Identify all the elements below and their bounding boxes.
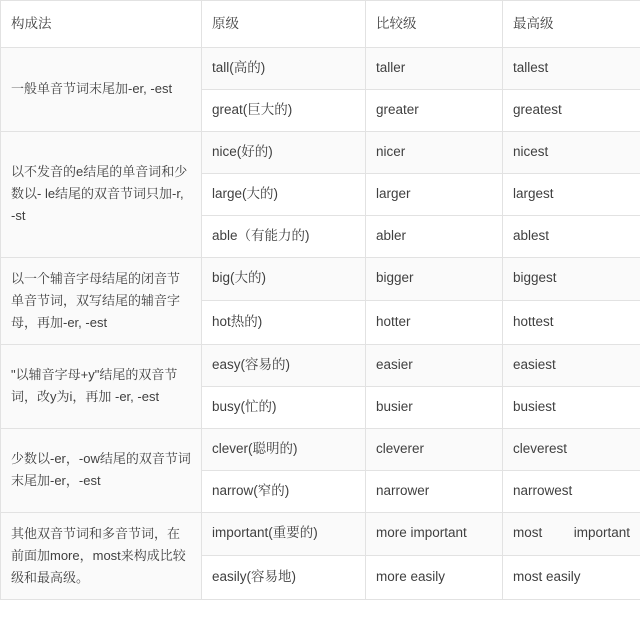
base-word-cell: able（有能力的) — [202, 215, 366, 257]
column-header-positive: 原级 — [202, 1, 366, 48]
base-word-cell: big(大的) — [202, 257, 366, 301]
comparative-cell: taller — [366, 48, 503, 90]
superlative-cell: most easily — [503, 556, 640, 600]
base-word-cell: important(重要的) — [202, 512, 366, 556]
superlative-cell: greatest — [503, 89, 640, 131]
rule-cell: 一般单音节词末尾加-er, -est — [1, 48, 202, 132]
base-word-cell: busy(忙的) — [202, 386, 366, 428]
base-word-cell: nice(好的) — [202, 131, 366, 173]
superlative-cell: most important — [503, 512, 640, 556]
column-header-superlative: 最高级 — [503, 1, 640, 48]
comparative-cell: easier — [366, 344, 503, 386]
table-header — [1, 1, 640, 48]
table-row — [1, 512, 640, 556]
comparative-cell: greater — [366, 89, 503, 131]
superlative-cell: narrowest — [503, 470, 640, 512]
superlative-cell: easiest — [503, 344, 640, 386]
table-row — [1, 131, 640, 173]
rule-cell: "以辅音字母+y"结尾的双音节词，改y为i，再加 -er, -est — [1, 344, 202, 428]
table-row — [1, 48, 640, 90]
base-word-cell: easily(容易地) — [202, 556, 366, 600]
superlative-cell: cleverest — [503, 428, 640, 470]
comparative-cell: larger — [366, 173, 503, 215]
superlative-cell: biggest — [503, 257, 640, 301]
superlative-cell: busiest — [503, 386, 640, 428]
comparative-cell: busier — [366, 386, 503, 428]
superlative-cell: tallest — [503, 48, 640, 90]
comparative-cell: nicer — [366, 131, 503, 173]
table-row — [1, 257, 640, 301]
comparative-cell: narrower — [366, 470, 503, 512]
base-word-cell: narrow(窄的) — [202, 470, 366, 512]
superlative-cell: nicest — [503, 131, 640, 173]
superlative-cell: ablest — [503, 215, 640, 257]
comparative-cell: bigger — [366, 257, 503, 301]
base-word-cell: tall(高的) — [202, 48, 366, 90]
table-body — [1, 48, 640, 600]
base-word-cell: great(巨大的) — [202, 89, 366, 131]
table-row — [1, 428, 640, 470]
rule-cell: 其他双音节词和多音节词，在前面加more，most来构成比较级和最高级。 — [1, 512, 202, 599]
base-word-cell: hot热的) — [202, 301, 366, 345]
column-header-comparative: 比较级 — [366, 1, 503, 48]
comparative-cell: abler — [366, 215, 503, 257]
rule-cell: 少数以-er，-ow结尾的双音节词末尾加-er，-est — [1, 428, 202, 512]
base-word-cell: clever(聪明的) — [202, 428, 366, 470]
comparative-cell: more easily — [366, 556, 503, 600]
table-row — [1, 344, 640, 386]
rule-cell: 以一个辅音字母结尾的闭音节单音节词，双写结尾的辅音字母，再加-er, -est — [1, 257, 202, 344]
comparative-cell: more important — [366, 512, 503, 556]
table-header-row — [1, 1, 640, 48]
superlative-cell: largest — [503, 173, 640, 215]
rule-cell: 以不发音的e结尾的单音词和少数以- le结尾的双音节词只加-r, -st — [1, 131, 202, 257]
column-header-formation: 构成法 — [1, 1, 202, 48]
comparative-cell: cleverer — [366, 428, 503, 470]
base-word-cell: easy(容易的) — [202, 344, 366, 386]
superlative-cell: hottest — [503, 301, 640, 345]
comparative-cell: hotter — [366, 301, 503, 345]
base-word-cell: large(大的) — [202, 173, 366, 215]
